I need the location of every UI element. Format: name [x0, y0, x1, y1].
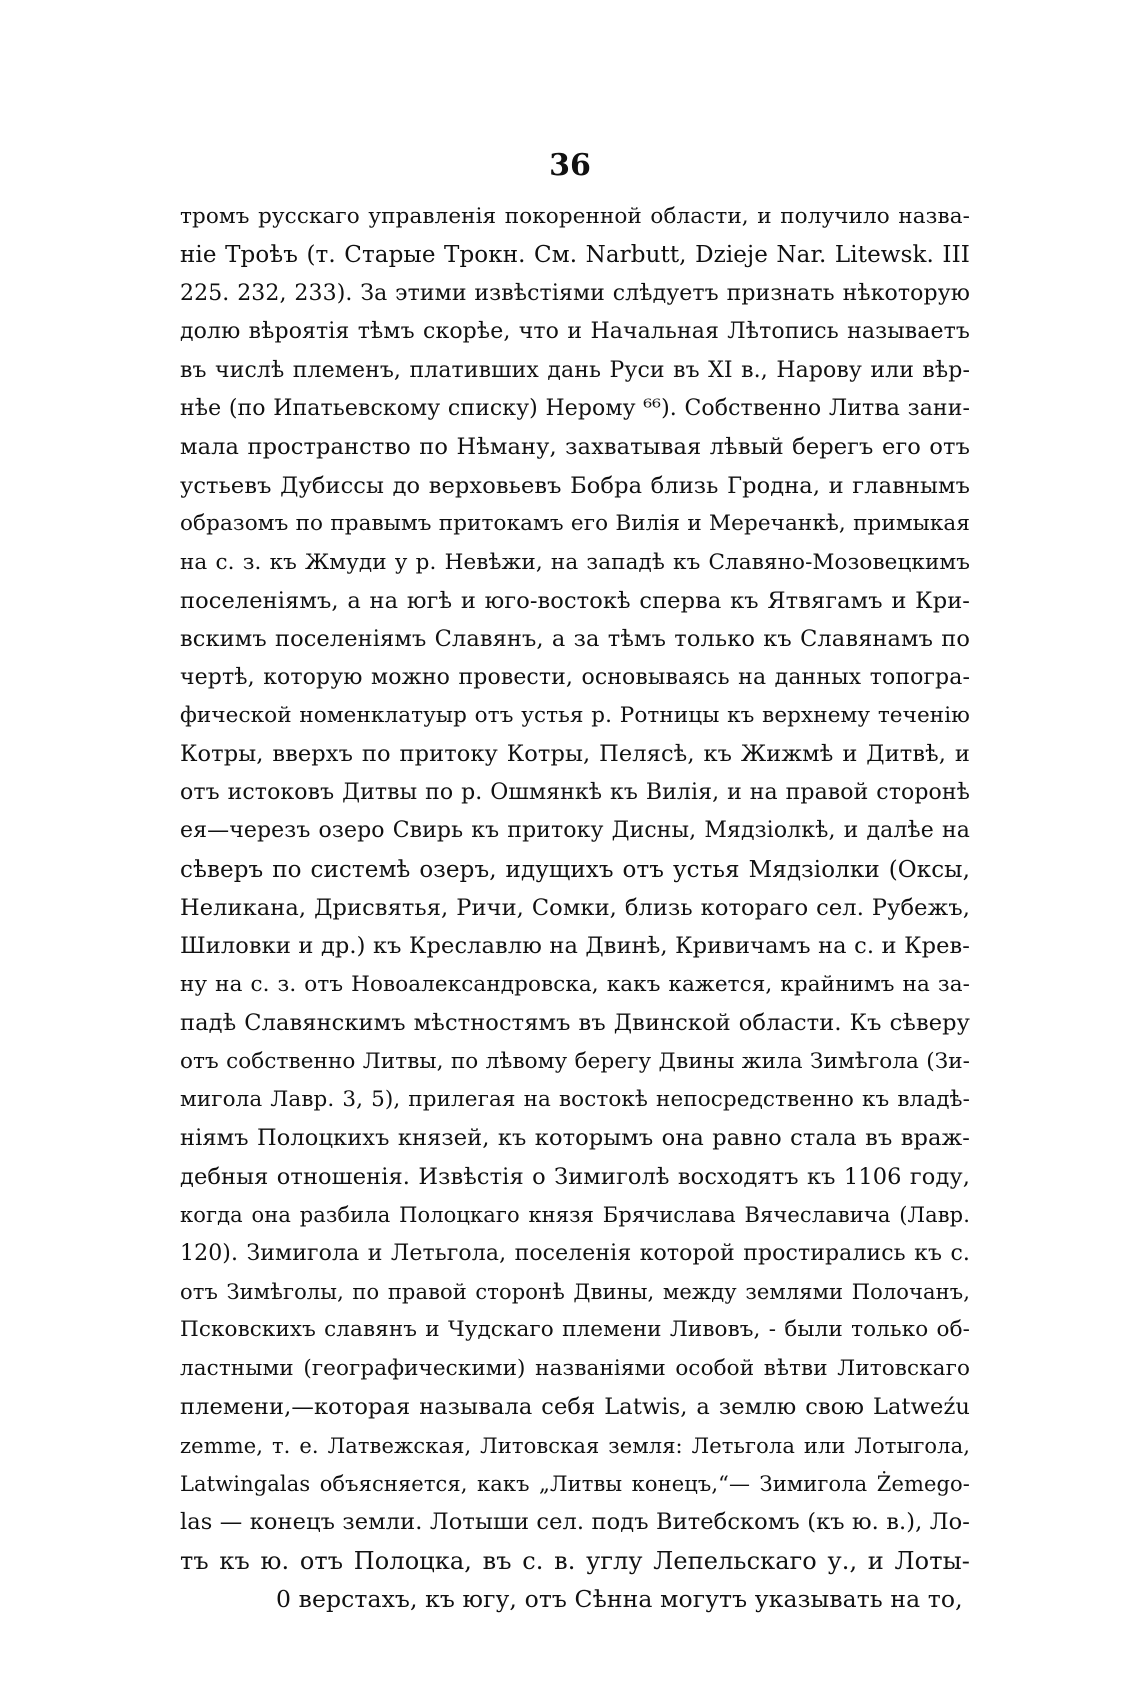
text-line: ну на с. з. отъ Новоалександровска, какъ кажется, крайнимъ на за- [180, 971, 970, 997]
text-line: Latwingalas объясняется, какъ „Литвы конецъ,“— Зимигола Żemego- [180, 1471, 970, 1496]
text-line: на с. з. къ Жмуди у р. Невѣжи, на западѣ къ Славяно-Мозовецкимъ [180, 549, 970, 575]
text-line: поселеніямъ, а на югѣ и юго-востокѣ сперва къ Ятвягамъ и Кри- [180, 587, 970, 614]
text-line: Псковскихъ славянъ и Чудскаго племени Ливовъ, - были только об- [180, 1317, 970, 1343]
text-line: долю вѣроятія тѣмъ скорѣе, что и Начальная Лѣтопись называетъ [180, 319, 970, 345]
text-line: отъ истоковъ Дитвы по р. Ошмянкѣ къ Вилія, и на правой сторонѣ [180, 779, 970, 805]
text-line: ніе Троѣъ (т. Старые Трокн. См. Narbutt, Dzieje Nar. Litewsk. III [180, 242, 970, 269]
text-line: отъ собственно Литвы, по лѣвому берегу Двины жила Зимѣгола (Зи- [180, 1048, 970, 1074]
text-line: въ числѣ племенъ, плативших дань Руси въ XI в., Нарову или вѣр- [180, 357, 970, 383]
text-line: тромъ русскаго управленія покоренной области, и получило назва- [180, 204, 970, 229]
text-line: las — конецъ земли. Лотыши сел. подъ Витебскомъ (къ ю. в.), Ло- [180, 1509, 970, 1536]
text-line: вскимъ поселеніямъ Славянъ, а за тѣмъ только къ Славянамъ по [180, 626, 970, 653]
text-line: ніямъ Полоцкихъ князей, къ которымъ она равно стала въ враж- [180, 1125, 970, 1152]
text-line: 120). Зимигола и Летьгола, поселенія которой простирались къ с. [180, 1240, 970, 1266]
text-line: когда она разбила Полоцкаго князя Брячислава Вячеславича (Лавр. [180, 1203, 970, 1228]
text-line: чертѣ, которую можно провести, основываясь на данных топогра- [180, 664, 970, 690]
text-line: тъ къ ю. отъ Полоцка, въ с. в. углу Лепельскаго у., и Лоты- [180, 1546, 970, 1575]
text-line: Котры, вверхъ по притоку Котры, Пелясѣ, къ Жижмѣ и Дитвѣ, и [180, 741, 970, 768]
text-line: дебныя отношенія. Извѣстія о Зимиголѣ восходятъ къ 1106 году, [180, 1163, 970, 1190]
text-line: ластными (географическими) названіями особой вѣтви Литовскаго [180, 1355, 970, 1381]
text-line: Шиловки и др.) къ Креславлю на Двинѣ, Кривичамъ на с. и Крев- [180, 933, 970, 960]
text-line: zemme, т. е. Латвежская, Литовская земля: Летьгола или Лотыгола, [180, 1433, 970, 1458]
text-line: образомъ по правымъ притокамъ его Вилія и Меречанкѣ, примыкая [180, 511, 970, 537]
text-line: сѣверъ по системѣ озеръ, идущихъ отъ устья Мядзіолки (Оксы, [180, 856, 970, 883]
text-line: мигола Лавр. 3, 5), прилегая на востокѣ непосредственно къ владѣ- [180, 1086, 970, 1112]
text-line: 0 верстахъ, къ югу, отъ Сѣнна могутъ указывать на то, [276, 1585, 963, 1614]
text-line: отъ Зимѣголы, по правой сторонѣ Двины, между землями Полочанъ, [180, 1279, 970, 1304]
text-line: ея—черезъ озеро Свирь къ притоку Дисны, Мядзіолкѣ, и далѣе на [180, 818, 970, 844]
text-line: Неликана, Дрисвятья, Ричи, Сомки, близь котораго сел. Рубежъ, [180, 895, 970, 922]
text-line: устьевъ Дубиссы до верховьевъ Бобра близь Гродна, и главнымъ [180, 472, 970, 499]
text-line: 225. 232, 233). За этими извѣстіями слѣдуетъ признать нѣкоторую [180, 280, 970, 306]
text-line: мала пространство по Нѣману, захватывая лѣвый берегъ его отъ [180, 434, 970, 461]
page-number: 36 [549, 148, 591, 183]
text-line: падѣ Славянскимъ мѣстностямъ въ Двинской области. Къ сѣверу [180, 1010, 970, 1037]
text-line: племени,—которая называла себя Latwis, а землю свою Latweźu [180, 1394, 970, 1421]
text-line: нѣе (по Ипатьевскому списку) Нерому ⁶⁶). Собственно Литва зани- [180, 395, 970, 421]
body-text [180, 198, 970, 1618]
text-line: фической номенклатуыр отъ устья р. Ротницы къ верхнему теченію [180, 703, 970, 729]
